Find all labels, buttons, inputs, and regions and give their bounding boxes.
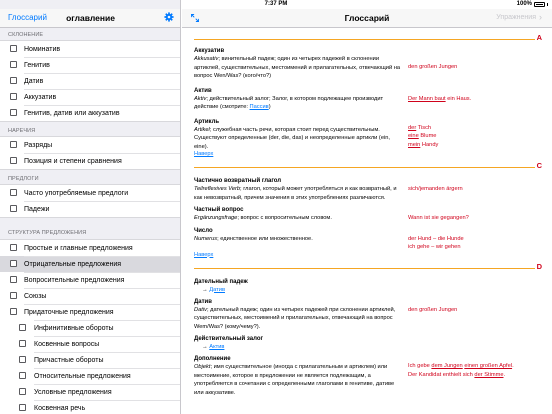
checkbox[interactable]	[10, 260, 17, 267]
toc-item-label: Разряды	[24, 141, 53, 149]
entry-german-term: Akkusativ	[194, 56, 219, 62]
section-header-adverbs: НАРЕЧИЯ	[8, 128, 36, 134]
checkbox[interactable]	[10, 109, 17, 116]
toc-item-indirect-questions[interactable]	[0, 336, 181, 352]
toc-list	[0, 28, 181, 414]
entry-term: Частично возвратный глагол	[194, 178, 282, 184]
entry-definition	[194, 235, 402, 244]
entry-term: Датив	[194, 298, 212, 305]
entry-german-term: Ergänzungsfrage	[194, 215, 238, 221]
entry-text	[194, 177, 408, 202]
entry-definition-text: ; винительный падеж; один из четырех падежей в склонении артиклей, существительных, местоимений и прилагательных, отвечающий на вопрос Wen/Was? (кого/что?)	[194, 56, 401, 79]
exercises-button[interactable]	[496, 11, 542, 22]
entry-term: Дополнение	[194, 356, 231, 362]
entry-example	[408, 177, 542, 202]
entry-term: Действительный залог	[194, 336, 264, 342]
entry-definition	[194, 126, 402, 152]
toc-item-relative[interactable]	[0, 368, 181, 384]
toc-item-simple-main[interactable]	[0, 240, 181, 256]
example-line	[408, 95, 542, 104]
checkbox[interactable]	[10, 189, 17, 196]
entry-text	[194, 335, 408, 351]
entry-text	[194, 355, 408, 397]
example-line: den großen Jungen	[408, 64, 458, 70]
entry-german-term: Teilreflexives Verb	[194, 186, 241, 192]
chevron-right-icon: ›	[539, 11, 542, 22]
status-bar	[0, 0, 552, 9]
checkbox[interactable]	[10, 45, 17, 52]
see-also: → Актив	[202, 344, 225, 350]
page-title: Глоссарий	[344, 13, 390, 23]
entry-definition-text: ; имя существительное (иногда с прилагательным и артиклем) или местоимение, которое в предложении не является подлежащим, а употребляется в сочетании с определенными глаголами в генитиве, дативе или аккузативе.	[194, 364, 395, 396]
toc-item-label: Простые и главные предложения	[24, 244, 133, 252]
example-text: Ich gebe	[408, 363, 432, 369]
glossary-content	[182, 33, 552, 397]
letter-divider-d	[194, 262, 542, 272]
example-highlight: mein	[408, 141, 421, 148]
entry-german-term: Aktiv	[194, 95, 207, 102]
toc-item-label: Союзы	[24, 292, 47, 300]
toc-item-cases[interactable]	[0, 201, 181, 217]
toc-item-label: Позиция и степени сравнения	[24, 157, 122, 165]
toc-item-label: Косвенные вопросы	[34, 340, 100, 348]
main-nav-bar	[182, 9, 552, 28]
example-rest: Handy	[420, 141, 439, 148]
example-line: sich/jemanden ärgern	[408, 186, 463, 192]
entry-text	[194, 118, 408, 152]
entry-text	[194, 298, 408, 332]
letter-label: D	[536, 261, 542, 271]
checkbox[interactable]	[19, 340, 26, 347]
checkbox[interactable]	[10, 276, 17, 283]
checkbox[interactable]	[10, 141, 17, 148]
entry-german-term: Dativ	[194, 306, 207, 313]
checkbox[interactable]	[10, 157, 17, 164]
toc-item-label: Падежи	[24, 205, 50, 213]
entry-definition-text: ; единственное или множественное.	[217, 235, 313, 242]
entry-definition	[194, 95, 402, 112]
example-highlight: der	[408, 124, 417, 131]
toc-item-conditional[interactable]	[0, 384, 181, 400]
passiv-link[interactable]: Пассив	[249, 104, 269, 110]
checkbox[interactable]	[10, 244, 17, 251]
battery-percent: 100%	[516, 1, 532, 7]
toc-item-label: Придаточные предложения	[24, 308, 114, 316]
gear-icon[interactable]	[164, 12, 174, 22]
back-to-top-link[interactable]: Наверх	[194, 251, 214, 258]
glossary-entry-akkusativ	[182, 47, 552, 81]
example-line: ich gehe – wir gehen	[408, 244, 461, 250]
checkbox[interactable]	[10, 61, 17, 68]
glossary-entry-aktiv-ru	[182, 335, 552, 351]
glossary-entry-numerus	[182, 227, 552, 252]
entry-example	[408, 206, 542, 223]
section-adverbs	[0, 136, 181, 170]
checkbox[interactable]	[19, 404, 26, 411]
example-line	[408, 124, 542, 133]
checkbox[interactable]	[19, 388, 26, 395]
toc-item-common-prepositions[interactable]	[0, 185, 181, 201]
entry-definition-end: )	[268, 104, 271, 110]
toc-item-label: Условные предложения	[34, 388, 112, 396]
example-line	[408, 141, 542, 150]
checkbox[interactable]	[19, 372, 26, 379]
glossary-pane	[182, 0, 552, 414]
exercises-label: Упражнения	[496, 13, 536, 21]
entry-term: Дательный падеж	[194, 278, 248, 285]
entry-definition-text: ; действительный залог; Залог, в котором подлежащее производит действие (смотрите:	[194, 95, 384, 110]
section-sentence-structure	[0, 239, 181, 414]
checkbox[interactable]	[10, 77, 17, 84]
toc-item-label: Косвенная речь	[34, 404, 86, 412]
see-also: → Датив	[202, 286, 225, 293]
entry-text	[194, 87, 408, 112]
entry-example	[408, 355, 542, 397]
dativ-link[interactable]: Датив	[209, 286, 225, 293]
glossary-back-button[interactable]: Глоссарий	[8, 13, 47, 22]
toc-item-negative[interactable]	[0, 256, 181, 272]
section-header-sentence-structure: СТРУКТУРА ПРЕДЛОЖЕНИЯ	[8, 230, 87, 236]
entry-german-term: Numerus	[194, 235, 218, 242]
section-header-declension: СКЛОНЕНИЕ	[8, 32, 44, 38]
toc-item-conjunctions[interactable]	[0, 288, 181, 304]
divider-line	[194, 268, 542, 269]
toc-item-label: Генитив, датив или аккузатив	[24, 109, 120, 117]
entry-term: Частный вопрос	[194, 207, 244, 213]
entry-term: Артикль	[194, 118, 220, 125]
example-text: Der Kandidat enthielt sich	[408, 371, 475, 378]
example-highlight: der Stimme	[474, 371, 504, 378]
toc-item-genitiv[interactable]	[0, 57, 181, 73]
entry-definition	[194, 214, 402, 223]
checkbox[interactable]	[10, 308, 17, 315]
toc-item-label: Причастные обороты	[34, 356, 104, 364]
section-prepositions	[0, 184, 181, 218]
entry-definition-text: ; вопрос с вопросительным словом.	[237, 215, 332, 221]
entry-definition	[194, 363, 402, 397]
letter-divider-a	[194, 33, 542, 43]
status-time: 7:37 PM	[264, 1, 288, 7]
toc-item-subordinate[interactable]	[0, 304, 181, 320]
example-highlight: dem Jungen	[431, 363, 463, 369]
example-text: .	[512, 363, 514, 369]
toc-item-label: Аккузатив	[24, 93, 57, 101]
sidebar-title: оглавление	[66, 13, 115, 23]
entry-definition	[194, 185, 402, 202]
entry-example	[408, 227, 542, 252]
entry-term: Актив	[194, 87, 212, 94]
toc-item-infinitive[interactable]	[0, 320, 181, 336]
letter-divider-c	[194, 161, 542, 171]
toc-item-label: Часто употребляемые предлоги	[24, 189, 129, 197]
entry-text	[194, 206, 408, 223]
example-rest: Blume	[418, 133, 437, 139]
section-declension	[0, 40, 181, 122]
toc-item-interrogative[interactable]	[0, 272, 181, 288]
toc-item-reported-speech[interactable]	[0, 400, 181, 414]
toc-item-dativ[interactable]	[0, 73, 181, 89]
glossary-entry-aktiv	[182, 87, 552, 112]
entry-term: Аккузатив	[194, 48, 225, 54]
divider-line	[194, 167, 542, 168]
example-text: .	[503, 371, 506, 378]
entry-german-term: Artikel	[194, 126, 210, 133]
toc-item-participle[interactable]	[0, 352, 181, 368]
battery-icon	[534, 2, 545, 7]
toc-item-nominativ[interactable]	[0, 41, 181, 57]
checkbox[interactable]	[10, 205, 17, 212]
entry-term: Число	[194, 227, 213, 234]
toc-item-akkusativ[interactable]	[0, 89, 181, 105]
example-rest: ein Haus.	[445, 95, 472, 102]
entry-definition	[194, 306, 402, 332]
toc-item-label: Относительные предложения	[34, 372, 131, 380]
example-rest: Tisch	[416, 124, 432, 131]
sidebar	[0, 0, 181, 414]
back-to-top-link[interactable]: Наверх	[194, 151, 214, 157]
glossary-entry-teilreflexiv	[182, 177, 552, 202]
entry-text	[194, 47, 408, 81]
checkbox[interactable]	[10, 93, 17, 100]
checkbox[interactable]	[19, 324, 26, 331]
glossary-entry-objekt	[182, 355, 552, 397]
entry-example	[408, 87, 542, 112]
example-highlight: Der Mann baut	[408, 95, 446, 102]
entry-example	[408, 298, 542, 332]
toc-item-label: Инфинитивные обороты	[34, 324, 114, 332]
battery-tip	[547, 3, 548, 6]
checkbox[interactable]	[10, 292, 17, 299]
example-line	[408, 132, 542, 141]
entry-text	[194, 278, 408, 294]
letter-label: C	[536, 161, 542, 170]
glossary-entry-artikel	[182, 118, 552, 152]
checkbox[interactable]	[19, 356, 26, 363]
toc-item-categories[interactable]	[0, 137, 181, 153]
example-line	[408, 371, 542, 380]
example-line: den großen Jungen	[408, 306, 458, 313]
section-header-prepositions: ПРЕДЛОГИ	[8, 176, 39, 182]
aktiv-link[interactable]: Актив	[209, 344, 225, 350]
entry-example	[408, 47, 542, 81]
letter-label: A	[536, 33, 542, 42]
entry-definition-text: ; дательный падеж; один из четырех падежей при склонении артиклей, существительных, местоимений и прилагательных, отвечающий на вопрос Wem/Was? (кому/чему?).	[194, 306, 396, 330]
example-line: der Hund – die Hunde	[408, 235, 464, 242]
toc-item-label: Генитив	[24, 61, 50, 69]
toc-item-label: Номинатив	[24, 45, 61, 53]
divider-line	[194, 39, 542, 40]
example-highlight: einen großen Apfel	[464, 363, 513, 369]
entry-german-term: Objekt	[194, 364, 211, 370]
glossary-entry-ergaenzungsfrage	[182, 206, 552, 223]
entry-text	[194, 227, 408, 252]
example-highlight: eine	[408, 133, 419, 139]
glossary-entry-dativ	[182, 298, 552, 332]
toc-item-gen-dat-akk[interactable]	[0, 105, 181, 121]
example-line	[408, 362, 542, 371]
toc-item-label: Вопросительные предложения	[24, 276, 125, 284]
toc-item-label: Отрицательные предложения	[24, 260, 122, 268]
battery-indicator	[517, 1, 548, 7]
example-line: Wann ist sie gegangen?	[408, 215, 469, 221]
sidebar-nav-bar	[0, 9, 181, 28]
entry-definition-text: ; глагол, который может употребляться и как возвратный, и как невозвратный, причем значения в этих употреблениях различаются.	[194, 186, 397, 201]
toc-item-label: Датив	[24, 77, 44, 85]
toc-item-position-comparison[interactable]	[0, 153, 181, 169]
entry-definition	[194, 55, 402, 81]
entry-example	[408, 118, 542, 152]
glossary-entry-dativ-ru	[182, 278, 552, 294]
entry-definition-text: ; служебная часть речи, которая стоит перед существительным. Существуют определенные (der, die, das) и неопределенные артикли (ein, eine).	[194, 126, 390, 150]
